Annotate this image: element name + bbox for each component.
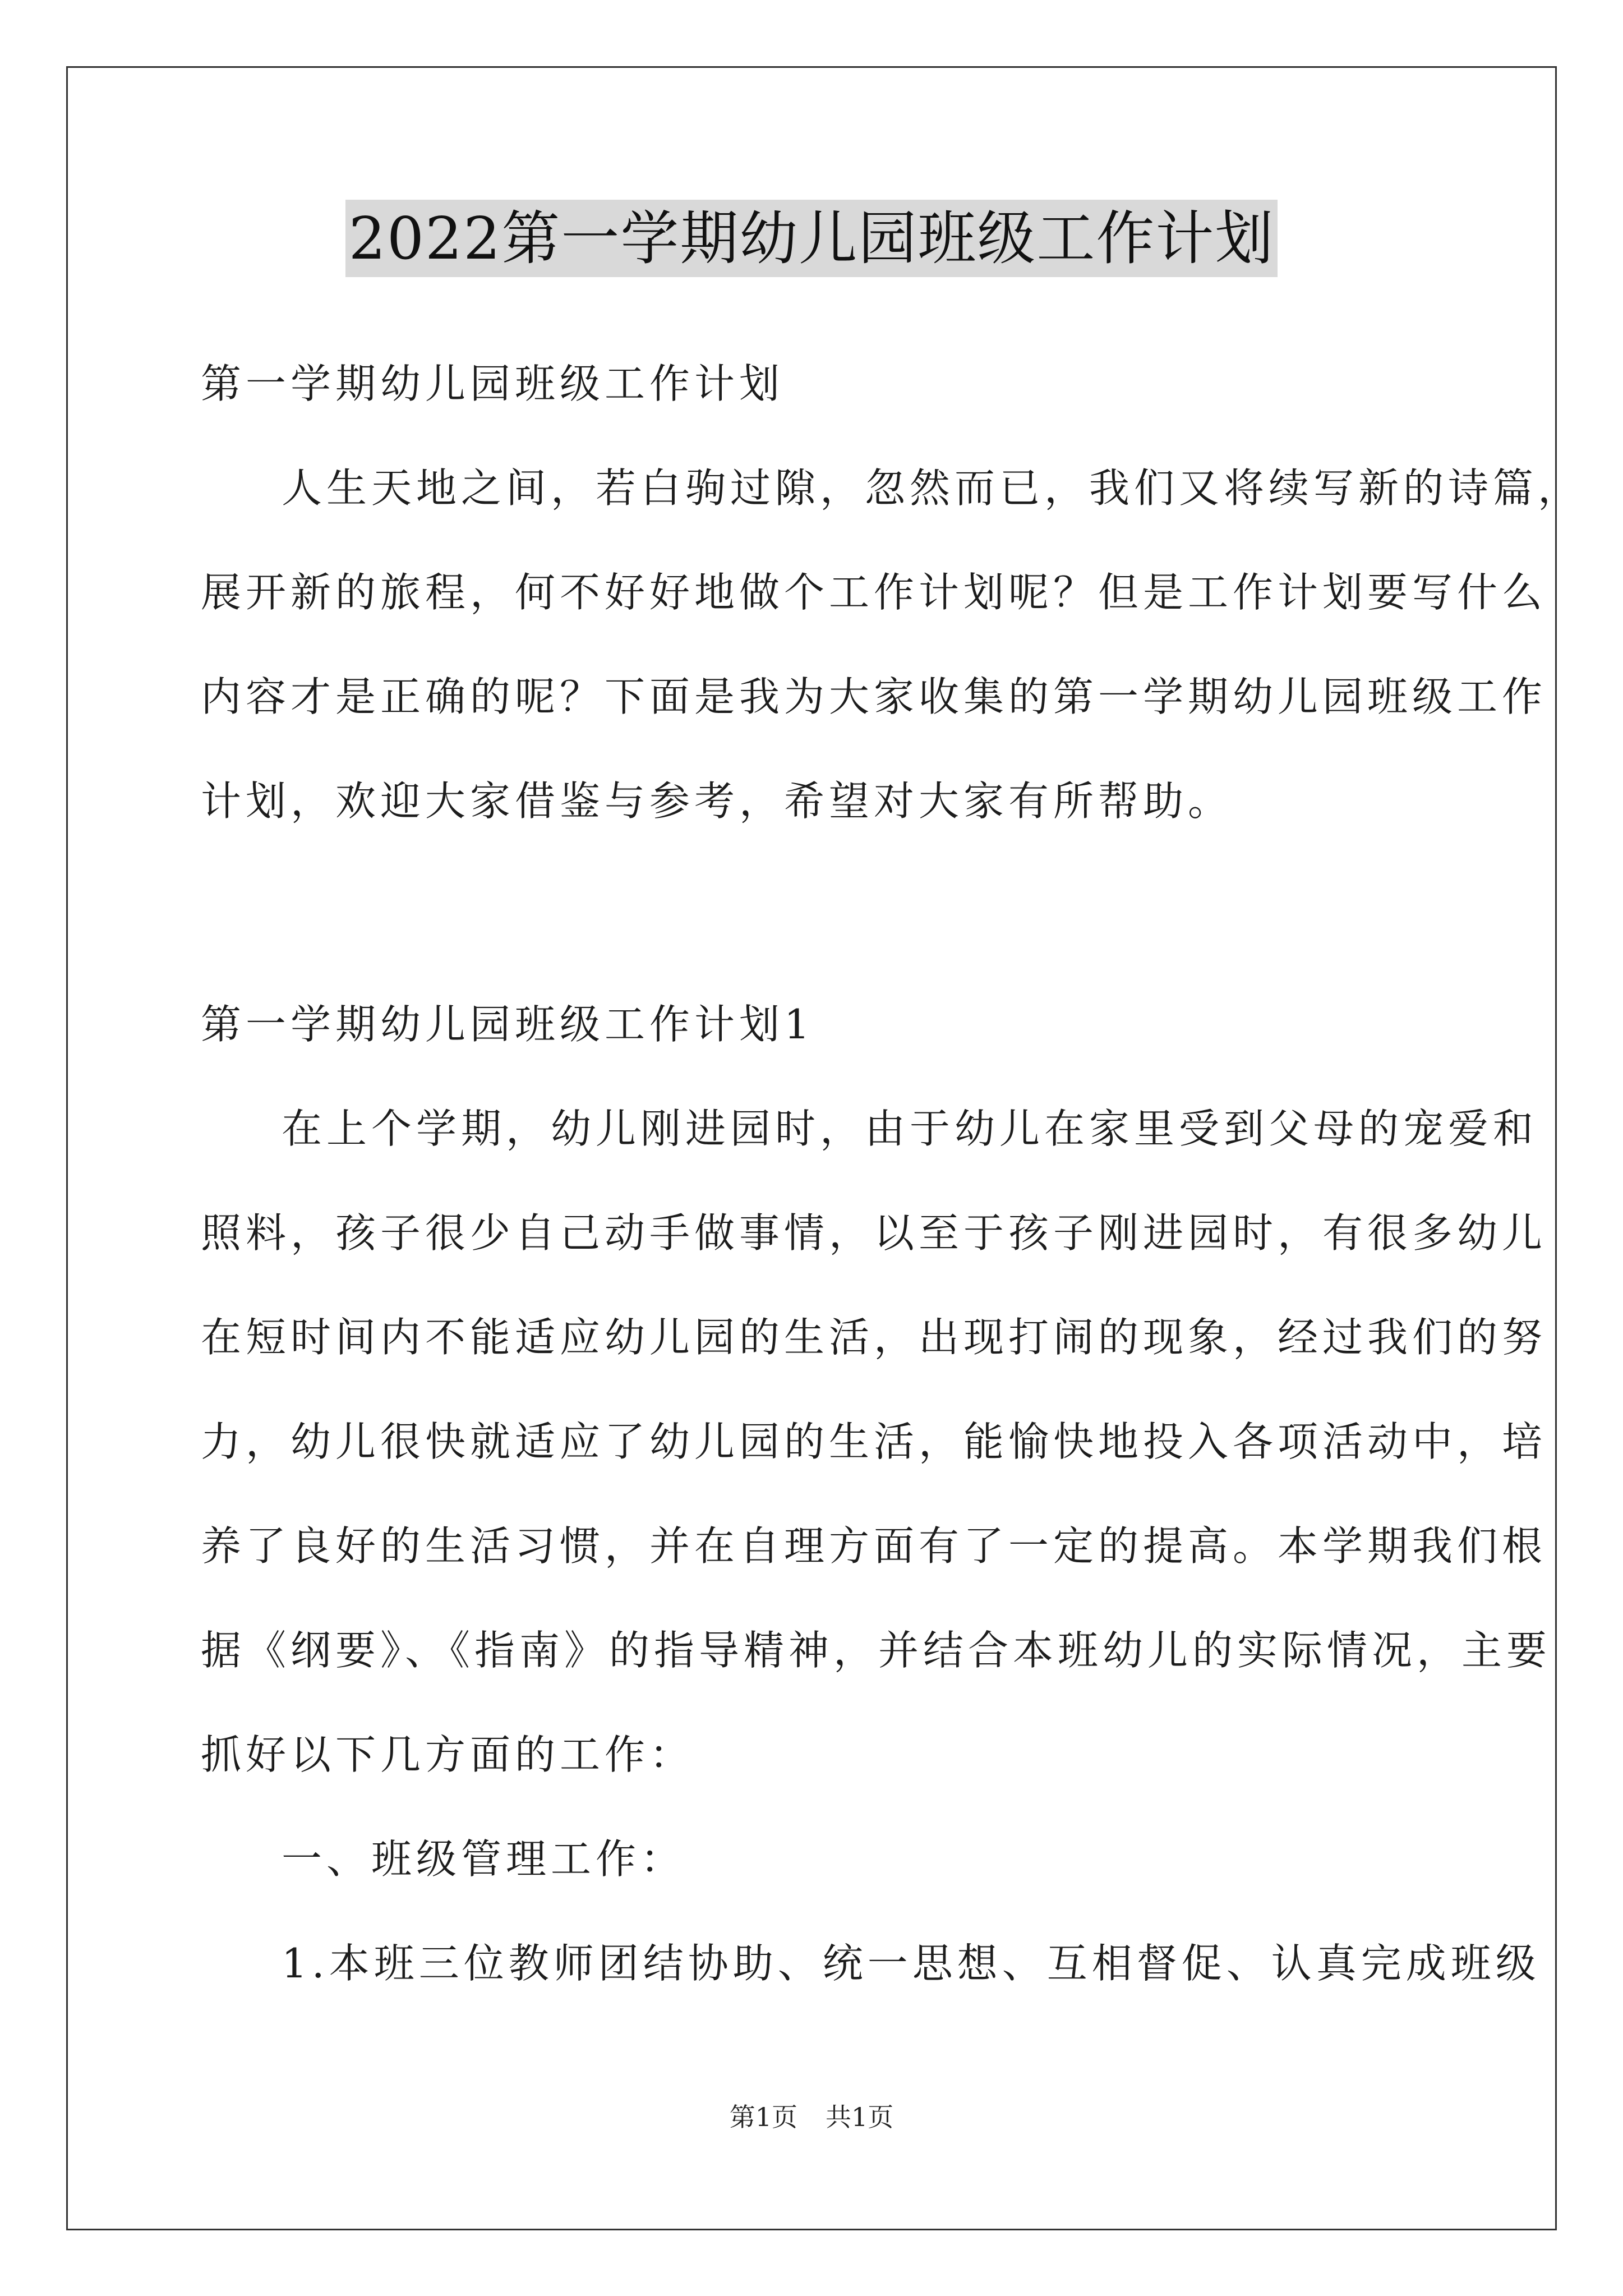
body-line: 据《纲要》、《指南》的指导精神，并结合本班幼儿的实际情况，主要 bbox=[201, 1627, 1552, 1674]
intro-line: 展开新的旅程，何不好好地做个工作计划呢？但是工作计划要写什么 bbox=[201, 569, 1547, 616]
title-container bbox=[0, 200, 1623, 277]
page-total: 共1页 bbox=[826, 2102, 894, 2132]
body-line: 养了良好的生活习惯，并在自理方面有了一定的提高。本学期我们根 bbox=[201, 1522, 1547, 1570]
intro-line: 人生天地之间，若白驹过隙，忽然而已，我们又将续写新的诗篇， bbox=[282, 464, 1583, 512]
page-footer bbox=[0, 2100, 1623, 2134]
document-subtitle: 第一学期幼儿园班级工作计划 bbox=[201, 360, 785, 407]
page-number: 第1页 bbox=[729, 2102, 797, 2132]
item-heading: 一、班级管理工作： bbox=[282, 1835, 686, 1883]
intro-line: 计划，欢迎大家借鉴与参考，希望对大家有所帮助。 bbox=[201, 777, 1233, 825]
body-line: 抓好以下几方面的工作： bbox=[201, 1731, 695, 1778]
list-item: 1.本班三位教师团结协助、统一思想、互相督促、认真完成班级 bbox=[282, 1940, 1541, 1987]
body-line: 在上个学期，幼儿刚进园时，由于幼儿在家里受到父母的宠爱和 bbox=[282, 1105, 1538, 1152]
body-line: 在短时间内不能适应幼儿园的生活，出现打闹的现象，经过我们的努 bbox=[201, 1314, 1547, 1361]
body-line: 照料，孩子很少自己动手做事情，以至于孩子刚进园时，有很多幼儿 bbox=[201, 1209, 1547, 1257]
intro-line: 内容才是正确的呢？下面是我为大家收集的第一学期幼儿园班级工作 bbox=[201, 673, 1547, 720]
document-title: 2022第一学期幼儿园班级工作计划 bbox=[345, 200, 1278, 277]
section-heading: 第一学期幼儿园班级工作计划1 bbox=[201, 1001, 814, 1048]
body-line: 力，幼儿很快就适应了幼儿园的生活，能愉快地投入各项活动中，培 bbox=[201, 1418, 1547, 1465]
